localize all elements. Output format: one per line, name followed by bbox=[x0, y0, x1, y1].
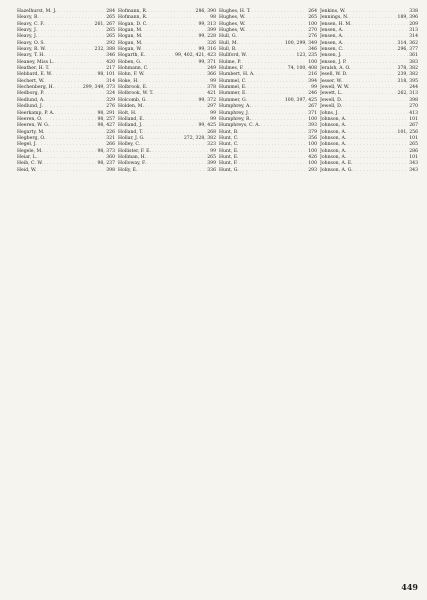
entry-name: Heerkamp, P. A. bbox=[17, 110, 55, 116]
entry-pages: 123, 235 bbox=[296, 53, 317, 59]
entry-pages: 261, 267 bbox=[94, 21, 115, 27]
entry-pages: 98, 373 bbox=[97, 148, 115, 154]
entry-pages: 265 bbox=[207, 154, 216, 160]
entry-name: Holcomb, G. bbox=[118, 97, 147, 103]
entry-name: Heavy, O. S. bbox=[17, 40, 45, 46]
entry-name: Jewell, W. W. bbox=[320, 85, 350, 91]
entry-name: Jeralsh, A. O. bbox=[320, 66, 351, 72]
entry-pages: 189, 396 bbox=[397, 15, 418, 21]
entry-pages: 314 bbox=[106, 78, 115, 84]
entry-pages: 265 bbox=[106, 28, 115, 34]
entry-name: Hoke, H. bbox=[118, 78, 139, 84]
entry-pages: 99, 402, 421, 423 bbox=[175, 53, 216, 59]
entry-pages: 244 bbox=[409, 85, 418, 91]
entry-name: Hazelhurst, M. J. bbox=[17, 9, 57, 14]
entry-pages: 399 bbox=[207, 161, 216, 167]
entry-pages: 99, 425 bbox=[198, 123, 216, 129]
entry-pages: 346 bbox=[106, 53, 115, 59]
entry-name: Hull, M. bbox=[219, 40, 238, 46]
entry-name: Hummel, C. bbox=[219, 78, 247, 84]
entry-name: Hughes, H. T. bbox=[219, 9, 251, 14]
entry-pages: 378 bbox=[207, 85, 216, 91]
entry-pages: 343 bbox=[409, 161, 418, 167]
entry-pages: 286, 390 bbox=[195, 9, 216, 14]
entry-name: Hulmes, F. bbox=[219, 66, 244, 72]
entry-name: Johnson, A. bbox=[320, 148, 347, 154]
entry-name: Hoben, G. bbox=[118, 59, 142, 65]
entry-name: Hughes, W. bbox=[219, 28, 246, 34]
entry-pages: 361 bbox=[409, 53, 418, 59]
entry-pages: 265 bbox=[409, 142, 418, 148]
entry-name: Hummel, E. bbox=[219, 85, 247, 91]
entry-name: Hullford, W. bbox=[219, 53, 247, 59]
entry-name: Heavy, J. bbox=[17, 28, 37, 34]
entry-name: Jewell, D. bbox=[320, 97, 343, 103]
entry-pages: 99 bbox=[311, 85, 317, 91]
entry-pages: 314 bbox=[409, 34, 418, 40]
entry-pages: 270 bbox=[308, 28, 317, 34]
entry-pages: 276 bbox=[308, 34, 317, 40]
entry-pages: 217 bbox=[106, 66, 115, 72]
entry-pages: 100, 299, 349 bbox=[284, 40, 317, 46]
entry-pages: 313 bbox=[409, 28, 418, 34]
entry-pages: 398 bbox=[409, 97, 418, 103]
entry-pages: 323 bbox=[207, 142, 216, 148]
entry-name: Jensen, J. P. bbox=[320, 59, 347, 65]
entry-name: Holland, T. bbox=[118, 129, 144, 135]
entry-name: Heavy, T. H. bbox=[17, 53, 45, 59]
entry-name: Heavy, B. bbox=[17, 15, 39, 21]
entry-pages: 366 bbox=[207, 72, 216, 78]
entry-name: Johnson, A. bbox=[320, 129, 347, 135]
entry-name: Hohn, F. W. bbox=[118, 72, 145, 78]
entry-pages: 267 bbox=[409, 123, 418, 129]
entry-name: Holland, J. bbox=[118, 123, 143, 129]
entry-pages: 100 bbox=[308, 59, 317, 65]
dot-leader bbox=[240, 167, 308, 173]
entry-name: Heather, H. T. bbox=[17, 66, 50, 72]
entry-pages: 98, 257 bbox=[97, 116, 115, 122]
entry-name: Hogan, M. bbox=[118, 40, 143, 46]
entry-pages: 338 bbox=[409, 9, 418, 14]
entry-pages: 346 bbox=[308, 47, 317, 53]
entry-pages: 101 bbox=[409, 135, 418, 141]
entry-pages: 265 bbox=[106, 15, 115, 21]
entry-pages: 98 bbox=[210, 15, 216, 21]
entry-name: Johnson, A. bbox=[320, 142, 347, 148]
entry-name: Hulme, P. bbox=[219, 59, 242, 65]
entry-name: Hunt, C. bbox=[219, 142, 239, 148]
entry-name: Hogarth, E. bbox=[118, 53, 146, 59]
entry-pages: 100 bbox=[308, 148, 317, 154]
entry-pages: 413 bbox=[409, 110, 418, 116]
entry-name: Hollister, F. E. bbox=[118, 148, 151, 154]
entry-pages: 101 bbox=[409, 116, 418, 122]
entry-name: Hunt, F. bbox=[219, 161, 238, 167]
dot-leader bbox=[354, 167, 408, 173]
entry-pages: 299, 349, 373 bbox=[82, 85, 115, 91]
entry-name: Jenkins, W. bbox=[320, 9, 346, 14]
entry-name: Hofmann, R. bbox=[118, 9, 148, 14]
entry-pages: 286 bbox=[409, 148, 418, 154]
entry-pages: 101, 256 bbox=[397, 129, 418, 135]
entry-pages: 276 bbox=[106, 104, 115, 110]
entry-name: Heaney, Miss L. bbox=[17, 59, 54, 65]
entry-name: Hughes, W. bbox=[219, 21, 246, 27]
entry-name: Jewett, L. bbox=[320, 91, 343, 97]
entry-name: Holbrook, W. T. bbox=[118, 91, 154, 97]
entry-name: Heeren, O. bbox=[17, 116, 43, 122]
entry-pages: 265 bbox=[106, 34, 115, 40]
index-column-1 bbox=[17, 8, 115, 580]
entry-pages: 249 bbox=[207, 66, 216, 72]
entry-pages: 378, 382 bbox=[397, 66, 418, 72]
entry-name: Holland, E. bbox=[118, 116, 145, 122]
entry-name: Humphrey, J. bbox=[219, 110, 249, 116]
entry-name: Jewell, D. bbox=[320, 104, 343, 110]
entry-name: Hegel, J. bbox=[17, 142, 37, 148]
index-column-2 bbox=[118, 8, 216, 580]
entry-name: Hegarty, M. bbox=[17, 129, 45, 135]
entry-name: Heeren, W. G. bbox=[17, 123, 50, 129]
index-entry bbox=[118, 167, 216, 173]
entry-name: Hechenberg, H. bbox=[17, 85, 55, 91]
entry-pages: 100 bbox=[308, 142, 317, 148]
entry-name: Hunt, E. bbox=[219, 154, 239, 160]
entry-name: Jesell, W. D. bbox=[320, 72, 348, 78]
entry-name: Holloway, F. bbox=[118, 161, 146, 167]
entry-name: Humbert, H. A. bbox=[219, 72, 255, 78]
entry-pages: 226 bbox=[106, 129, 115, 135]
entry-pages: 394 bbox=[308, 78, 317, 84]
entry-name: Hegele, M. bbox=[17, 148, 43, 154]
entry-name: Humphreys, C. A. bbox=[219, 123, 261, 129]
entry-name: Hunt, C. bbox=[219, 135, 239, 141]
entry-name: Hollar, J. G. bbox=[118, 135, 145, 141]
index-entry bbox=[219, 167, 317, 173]
entry-pages: 99 bbox=[210, 110, 216, 116]
entry-name: Jensen, H. M. bbox=[320, 21, 352, 27]
entry-pages: 100 bbox=[308, 21, 317, 27]
entry-name: Holley, C. bbox=[118, 142, 141, 148]
entry-name: Jesser, W. bbox=[320, 78, 342, 84]
entry-pages: 209 bbox=[409, 21, 418, 27]
entry-name: Heib, C. W. bbox=[17, 161, 43, 167]
entry-name: Hull, G. bbox=[219, 34, 237, 40]
entry-pages: 371 bbox=[308, 110, 317, 116]
entry-pages: 379 bbox=[308, 129, 317, 135]
entry-pages: 324 bbox=[106, 91, 115, 97]
entry-name: Heiar, L. bbox=[17, 154, 38, 160]
entry-pages: 329 bbox=[106, 97, 115, 103]
entry-pages: 292 bbox=[106, 40, 115, 46]
entry-name: Jensen, A. bbox=[320, 40, 344, 46]
entry-pages: 318, 395 bbox=[397, 78, 418, 84]
entry-name: Hull, R. bbox=[219, 47, 237, 53]
index-column-4 bbox=[320, 8, 418, 580]
entry-name: Hughes, W. bbox=[219, 15, 246, 21]
entry-pages: 268 bbox=[207, 129, 216, 135]
entry-pages: 399 bbox=[207, 28, 216, 34]
entry-pages: 421 bbox=[207, 91, 216, 97]
entry-name: Johnson, A. E. bbox=[320, 161, 353, 167]
entry-pages: 74, 100, 408 bbox=[287, 66, 317, 72]
entry-name: Johnson, A. bbox=[320, 123, 347, 129]
entry-pages: 100 bbox=[308, 161, 317, 167]
index-columns bbox=[17, 8, 419, 580]
entry-pages: 293 bbox=[308, 167, 317, 173]
entry-name: Johns, J. bbox=[320, 110, 339, 116]
entry-pages: 99, 372 bbox=[198, 97, 216, 103]
entry-pages: 98, 237 bbox=[97, 161, 115, 167]
entry-name: Heavy, J. bbox=[17, 34, 37, 40]
entry-pages: 266 bbox=[106, 142, 115, 148]
entry-pages: 383 bbox=[409, 59, 418, 65]
entry-pages: 262, 313 bbox=[397, 91, 418, 97]
index-entry bbox=[17, 167, 115, 173]
entry-pages: 284 bbox=[106, 9, 115, 14]
entry-name: Hechert, W. bbox=[17, 78, 45, 84]
entry-name: Hummer, G. bbox=[219, 97, 247, 103]
entry-pages: 296, 377 bbox=[397, 47, 418, 53]
entry-name: Holly, E. bbox=[118, 167, 138, 173]
entry-name: Jensen, J. bbox=[320, 53, 342, 59]
entry-pages: 100 bbox=[308, 116, 317, 122]
entry-name: Jensen, C. bbox=[320, 47, 344, 53]
entry-name: Humphrey, R. bbox=[219, 116, 251, 122]
entry-name: Johnson, A. G. bbox=[320, 167, 353, 173]
entry-pages: 100, 397, 425 bbox=[284, 97, 317, 103]
entry-pages: 216 bbox=[308, 72, 317, 78]
entry-pages: 264 bbox=[308, 9, 317, 14]
entry-name: Heavy, R. W. bbox=[17, 47, 46, 53]
entry-name: Heid, W. bbox=[17, 167, 37, 173]
entry-name: Holden, M. bbox=[118, 104, 144, 110]
entry-pages: 297 bbox=[207, 104, 216, 110]
entry-pages: 265 bbox=[308, 15, 317, 21]
entry-name: Humphrey, A. bbox=[219, 104, 251, 110]
entry-name: Hegberg, O. bbox=[17, 135, 46, 141]
entry-name: Hollman, H. bbox=[118, 154, 147, 160]
entry-pages: 356 bbox=[308, 135, 317, 141]
entry-name: Hohmann, C. bbox=[118, 66, 149, 72]
index-column-3 bbox=[219, 8, 317, 580]
entry-pages: 326 bbox=[207, 40, 216, 46]
entry-pages: 99 bbox=[210, 78, 216, 84]
entry-pages: 98, 427 bbox=[97, 123, 115, 129]
entry-name: Hedlund, J. bbox=[17, 104, 43, 110]
entry-pages: 398 bbox=[106, 167, 115, 173]
entry-name: Hogan, W. bbox=[118, 47, 142, 53]
entry-name: Hedborg, P. bbox=[17, 91, 45, 97]
entry-name: Jensen, A. bbox=[320, 34, 344, 40]
entry-pages: 99 bbox=[210, 116, 216, 122]
entry-pages: 246 bbox=[308, 91, 317, 97]
entry-pages: 99, 371 bbox=[198, 59, 216, 65]
entry-pages: 98, 101 bbox=[97, 72, 115, 78]
entry-pages: 101 bbox=[409, 154, 418, 160]
entry-pages: 272, 328, 382 bbox=[183, 135, 216, 141]
entry-name: Hofmann, R. bbox=[118, 15, 148, 21]
entry-name: Hunt, E. bbox=[219, 148, 239, 154]
entry-pages: 360 bbox=[106, 154, 115, 160]
entry-pages: 99, 316 bbox=[198, 47, 216, 53]
entry-name: Hogan, D. C. bbox=[118, 21, 148, 27]
entry-name: Heavy, C. F. bbox=[17, 21, 45, 27]
entry-name: Jensen, A. bbox=[320, 28, 344, 34]
entry-pages: 99 bbox=[210, 148, 216, 154]
entry-pages: 232, 388 bbox=[94, 47, 115, 53]
entry-pages: 321 bbox=[106, 135, 115, 141]
entry-name: Hummer, E. bbox=[219, 91, 247, 97]
entry-name: Jennings, N. bbox=[320, 15, 349, 21]
dot-leader bbox=[138, 167, 206, 173]
entry-pages: 343 bbox=[409, 167, 418, 173]
entry-pages: 336 bbox=[207, 167, 216, 173]
entry-pages: 393 bbox=[308, 123, 317, 129]
page-number: 449 bbox=[401, 582, 418, 592]
entry-pages: 98, 291 bbox=[97, 110, 115, 116]
entry-name: Hedlund, A. bbox=[17, 97, 45, 103]
entry-pages: 267 bbox=[308, 104, 317, 110]
entry-name: Johnson, A. bbox=[320, 154, 347, 160]
entry-pages: 270 bbox=[409, 104, 418, 110]
entry-name: Holt, H. bbox=[118, 110, 137, 116]
entry-name: Hunt, B. bbox=[219, 129, 239, 135]
entry-pages: 426 bbox=[308, 154, 317, 160]
dot-leader bbox=[37, 167, 105, 173]
entry-name: Hebbard, E. W. bbox=[17, 72, 53, 78]
entry-pages: 420 bbox=[106, 59, 115, 65]
entry-name: Hunt, G. bbox=[219, 167, 239, 173]
entry-name: Hogan, M. bbox=[118, 28, 143, 34]
entry-pages: 314, 362 bbox=[397, 40, 418, 46]
entry-name: Holbrook, E. bbox=[118, 85, 148, 91]
entry-pages: 99, 313 bbox=[198, 21, 216, 27]
entry-pages: 99, 228 bbox=[198, 34, 216, 40]
entry-name: Hogan, M. bbox=[118, 34, 143, 40]
index-entry bbox=[320, 167, 418, 173]
entry-name: Johnson, A. bbox=[320, 135, 347, 141]
entry-name: Johnson, A. bbox=[320, 116, 347, 122]
entry-pages: 239, 382 bbox=[397, 72, 418, 78]
